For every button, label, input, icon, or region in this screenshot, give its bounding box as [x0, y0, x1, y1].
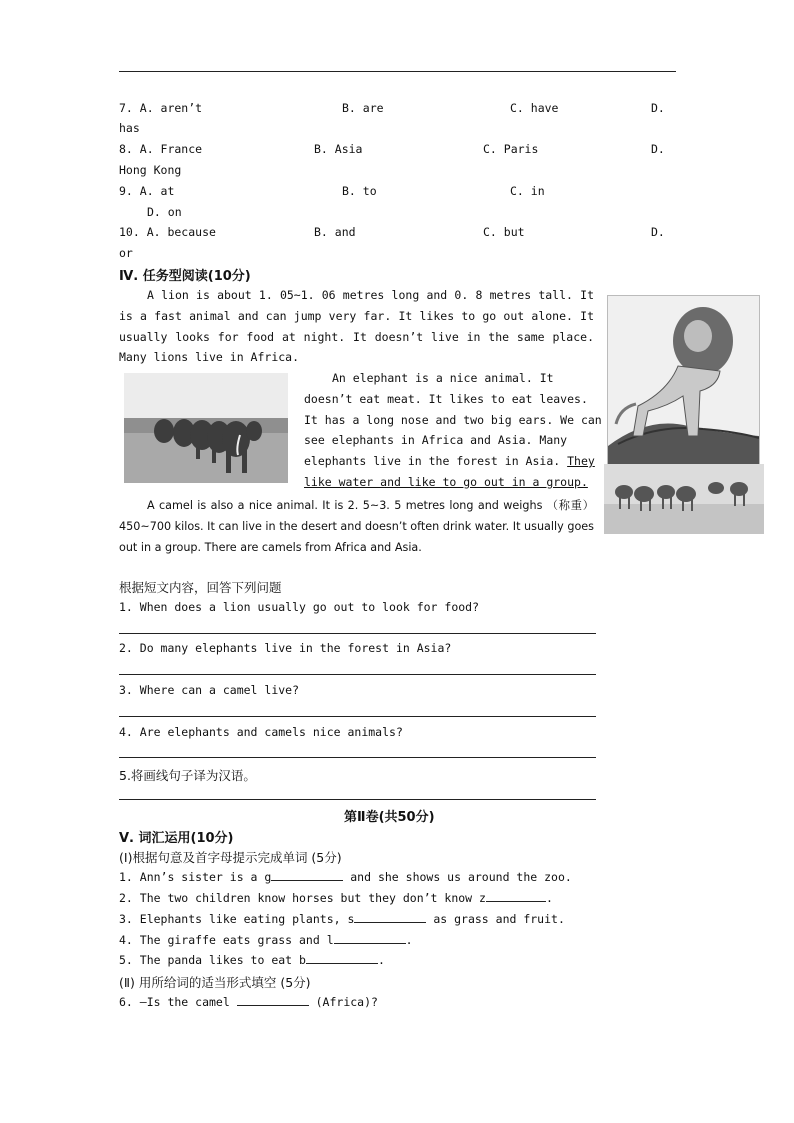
vocab-item-1-pre: 1. Ann’s sister is a g — [119, 870, 272, 884]
lion-picture — [607, 295, 760, 467]
part-2-title: 第Ⅱ卷(共50分) — [344, 810, 435, 825]
question-1: 1. When does a lion usually go out to look for food? — [119, 600, 480, 614]
option-7-a: 7. A. aren’t — [119, 101, 203, 115]
vocab-item-2-pre: 2. The two children know horses but they don’t know z — [119, 891, 486, 905]
camel-paragraph: A camel is also a nice animal. It is 2. 5~3. 5 metres long and weighs （称重） 450~700 kilos. It can live in the desert and doesn’t often drink water. It usually goes out in a group. There are camels from Africa and Asia. — [119, 499, 594, 554]
answer-line-3[interactable] — [119, 716, 596, 717]
option-7-c: C. have — [510, 101, 559, 115]
vocab-item-2-post: . — [545, 891, 553, 905]
elephant-line-3: It has a long nose and two big ears. We can — [304, 413, 602, 427]
elephant-line-5-text: elephants live in the forest in Asia. — [304, 454, 561, 468]
option-10-b: B. and — [314, 225, 356, 239]
vocab-item-5-pre: 5. The panda likes to eat b — [119, 953, 306, 967]
vocab-item-1 — [119, 870, 572, 884]
vocab-item-3 — [119, 912, 565, 926]
vocab-item-6-post: (Africa)? — [308, 995, 378, 1009]
vocab-item-4-post: . — [405, 933, 413, 947]
option-8-d-text: Hong Kong — [119, 163, 182, 177]
blank-3[interactable] — [354, 912, 426, 923]
vocab-item-3-post: as grass and fruit. — [426, 912, 565, 926]
option-7-d: D. — [651, 101, 665, 115]
option-9-a: 9. A. at — [119, 184, 175, 198]
option-10-a: 10. A. because — [119, 225, 216, 239]
header-rule — [119, 71, 676, 72]
blank-2[interactable] — [486, 891, 546, 902]
answer-line-2[interactable] — [119, 674, 596, 675]
option-7-b: B. are — [342, 101, 384, 115]
question-3: 3. Where can a camel live? — [119, 683, 300, 697]
lion-paragraph: A lion is about 1. 05~1. 06 metres long and 0. 8 metres tall. It is a fast animal and can jump very far. It likes to go out alone. It usually looks for food at night. It doesn’t live in the same place. Many lions live in Africa. — [119, 288, 594, 365]
section-5-subheading-2: (Ⅱ) 用所给词的适当形式填空 (5分) — [119, 975, 311, 990]
option-9-c: C. in — [510, 184, 545, 198]
answer-line-5[interactable] — [119, 799, 596, 800]
vocab-item-3-pre: 3. Elephants like eating plants, s — [119, 912, 355, 926]
blank-4[interactable] — [334, 933, 406, 944]
vocab-item-6 — [119, 995, 378, 1009]
elephant-line-4: see elephants in Africa and Asia. Many — [304, 433, 568, 447]
option-7-d-text: has — [119, 121, 140, 135]
vocab-item-5-post: . — [377, 953, 385, 967]
elephant-line-1: An elephant is a nice animal. It — [332, 371, 554, 385]
vocab-item-6-pre: 6. —Is the camel — [119, 995, 237, 1009]
section-4-heading: Ⅳ. 任务型阅读(10分) — [119, 269, 251, 284]
vocab-item-4 — [119, 933, 413, 947]
elephant-line-2: doesn’t eat meat. It likes to eat leaves. — [304, 392, 588, 406]
option-10-d: D. — [651, 225, 665, 239]
question-5: 5.将画线句子译为汉语。 — [119, 768, 256, 783]
section-5-heading: Ⅴ. 词汇运用(10分) — [119, 831, 234, 846]
option-8-c: C. Paris — [483, 142, 539, 156]
underlined-sentence-part-2: like water and like to go out in a group. — [304, 475, 588, 489]
option-8-d: D. — [651, 142, 665, 156]
section-5-subheading-1: (Ⅰ)根据句意及首字母提示完成单词 (5分) — [119, 850, 342, 865]
blank-1[interactable] — [271, 870, 343, 881]
questions-instruction: 根据短文内容，回答下列问题 — [119, 580, 282, 595]
underlined-sentence-part-1: They — [567, 454, 595, 468]
option-8-a: 8. A. France — [119, 142, 203, 156]
blank-6[interactable] — [237, 995, 309, 1006]
vocab-item-2 — [119, 891, 553, 905]
option-10-c: C. but — [483, 225, 525, 239]
option-9-d: D. on — [147, 205, 182, 219]
camels-picture — [604, 464, 764, 534]
elephant-line-5 — [304, 454, 595, 468]
elephants-picture — [124, 373, 288, 483]
question-2: 2. Do many elephants live in the forest in Asia? — [119, 641, 452, 655]
question-4: 4. Are elephants and camels nice animals? — [119, 725, 403, 739]
blank-5[interactable] — [306, 953, 378, 964]
answer-line-4[interactable] — [119, 757, 596, 758]
option-8-b: B. Asia — [314, 142, 363, 156]
vocab-item-4-pre: 4. The giraffe eats grass and l — [119, 933, 334, 947]
answer-line-1[interactable] — [119, 633, 596, 634]
vocab-item-1-post: and she shows us around the zoo. — [343, 870, 572, 884]
vocab-item-5 — [119, 953, 385, 967]
option-10-d-text: or — [119, 246, 133, 260]
option-9-b: B. to — [342, 184, 377, 198]
